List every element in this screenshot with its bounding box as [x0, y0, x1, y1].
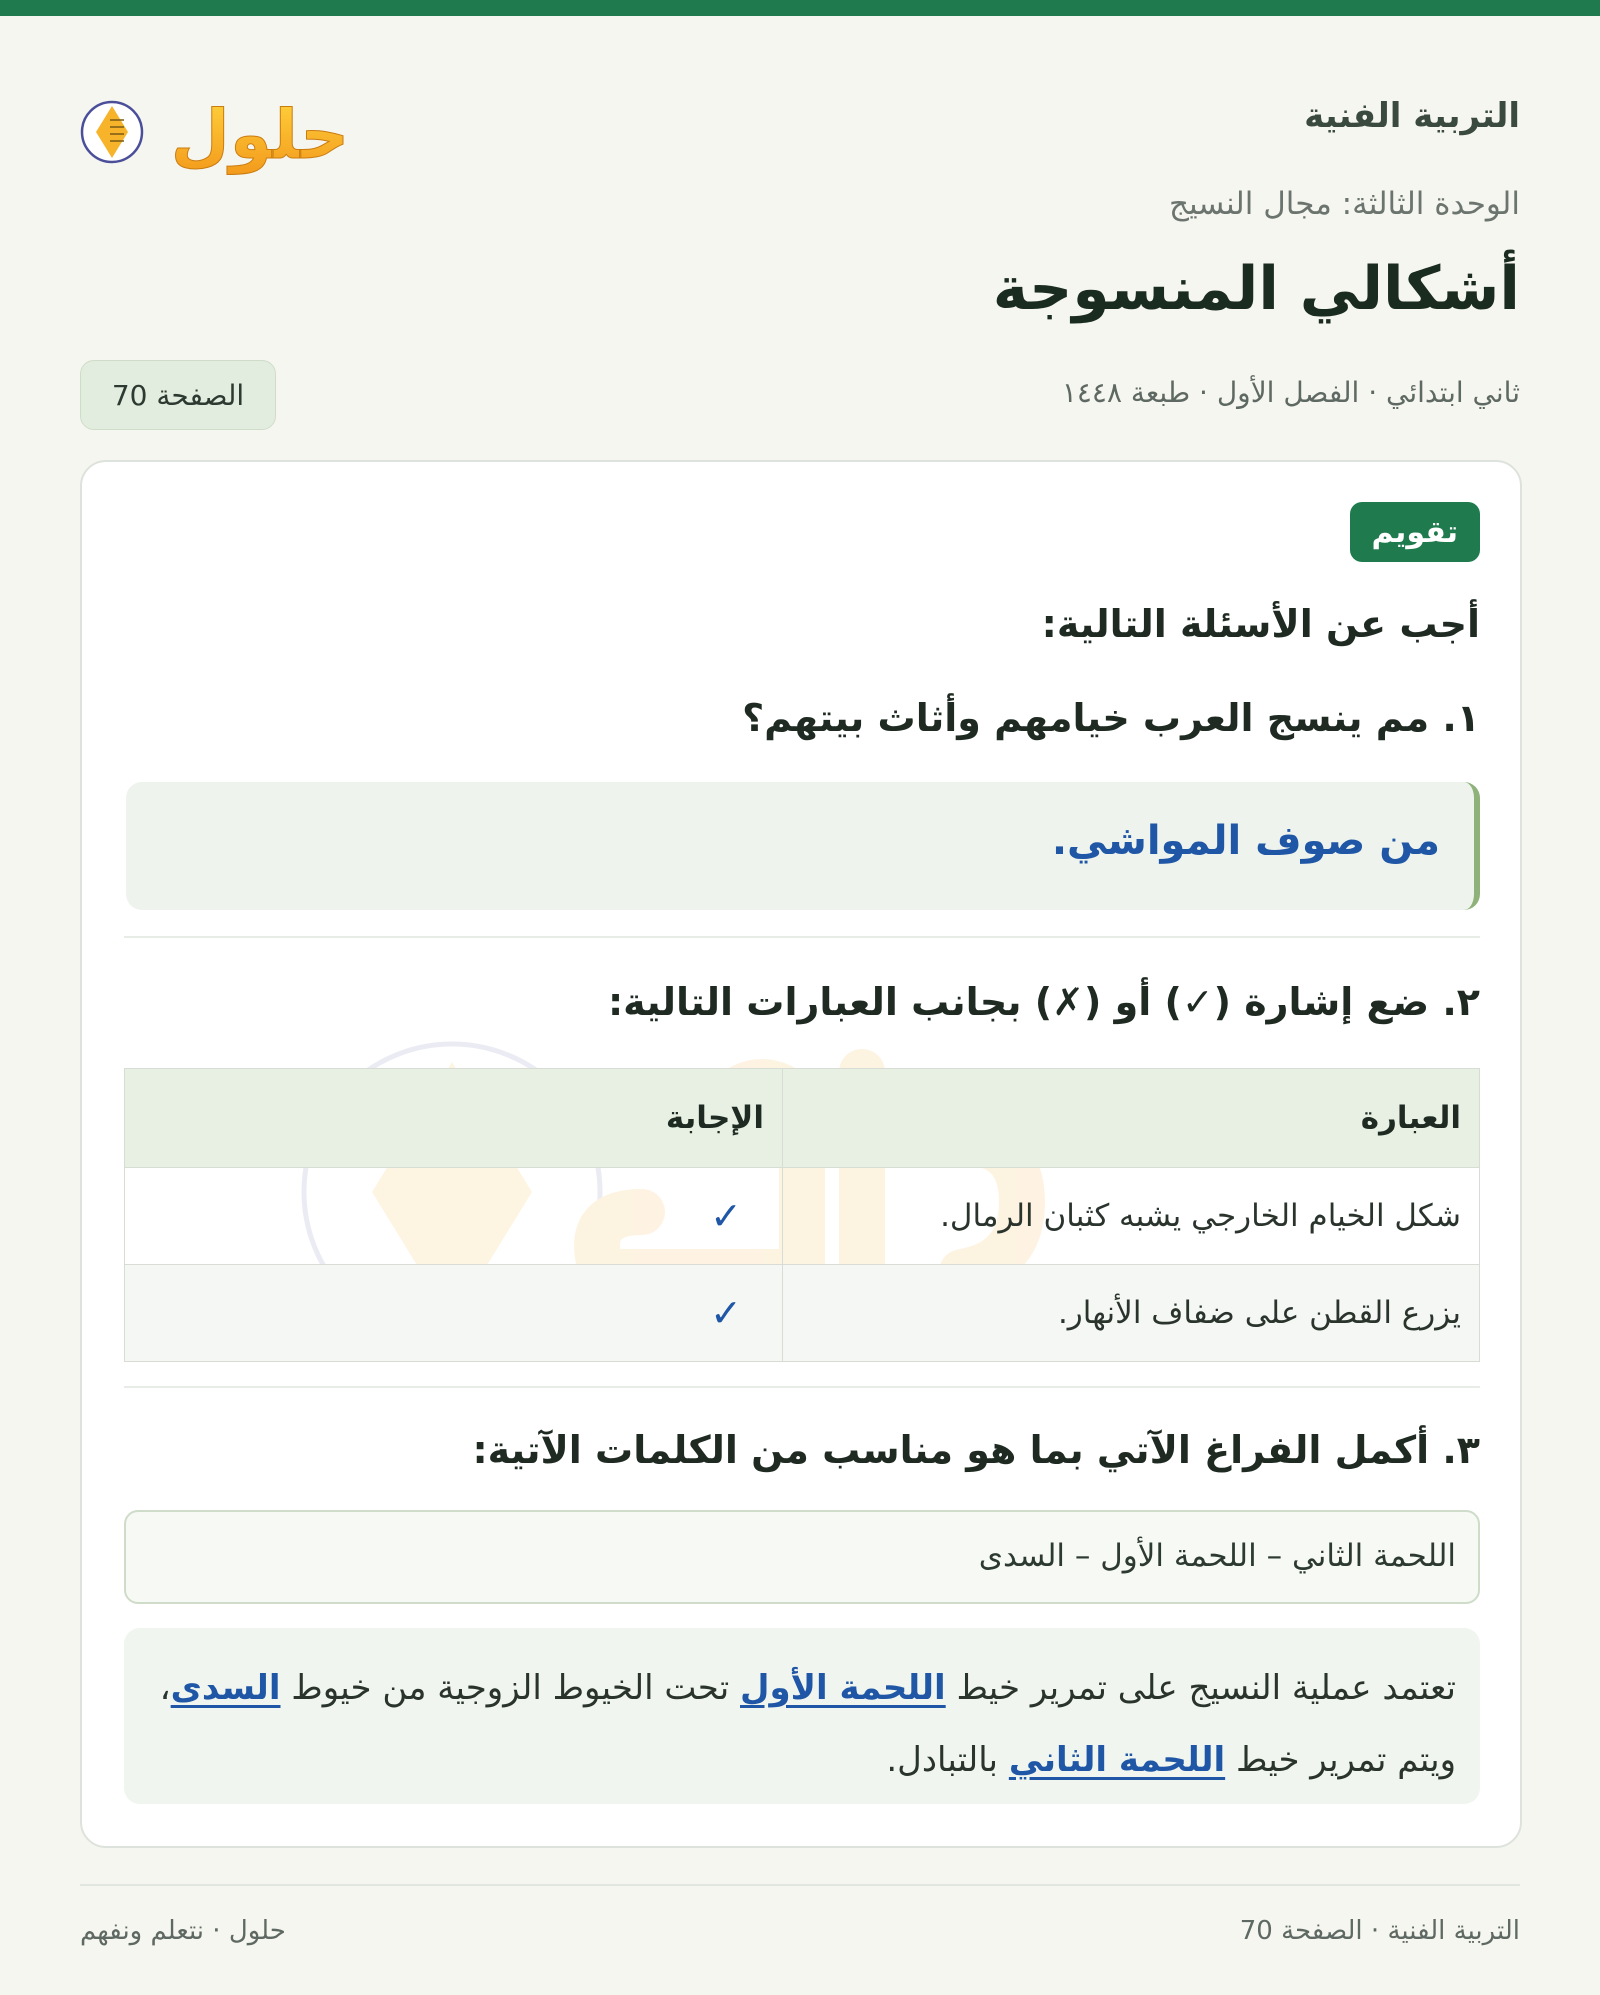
filled-blank: اللحمة الأول	[740, 1668, 946, 1708]
evaluation-card	[80, 460, 1522, 1848]
fill-text: بالتبادل.	[886, 1740, 1009, 1780]
page-number-badge: الصفحة 70	[80, 360, 276, 430]
check-mark-icon: ✓	[125, 1168, 783, 1265]
column-header-statement: العبارة	[783, 1069, 1480, 1168]
filled-blank: السدى	[170, 1668, 281, 1708]
statement-cell: شكل الخيام الخارجي يشبه كثبان الرمال.	[783, 1168, 1480, 1265]
section-divider	[124, 1386, 1480, 1388]
word-bank-text: اللحمة الثاني – اللحمة الأول – السدى	[978, 1538, 1456, 1574]
table-row	[125, 1265, 1480, 1362]
lesson-title: أشكالي المنسوجة	[992, 254, 1520, 324]
fill-text: ، ويتم تمرير خيط	[159, 1668, 1456, 1780]
question-2: ٢. ضع إشارة (✓) أو (✗) بجانب العبارات التالية:	[607, 980, 1480, 1024]
footer-brand: حلول · نتعلم ونفهم	[80, 1916, 286, 1946]
instruction-heading: أجب عن الأسئلة التالية:	[1041, 602, 1480, 646]
fill-text: تحت الخيوط الزوجية من خيوط	[280, 1668, 741, 1708]
svg-text:حلول: حلول	[170, 96, 350, 175]
unit-label: الوحدة الثالثة: مجال النسيج	[1168, 186, 1520, 222]
answer-1-text: من صوف المواشي.	[1051, 818, 1440, 864]
subject-title: التربية الفنية	[1304, 96, 1520, 136]
question-1: ١. مم ينسج العرب خيامهم وأثاث بيتهم؟	[742, 696, 1480, 740]
question-3: ٣. أكمل الفراغ الآتي بما هو مناسب من الكلمات الآتية:	[472, 1428, 1480, 1472]
table-header-row	[125, 1069, 1480, 1168]
top-accent-bar	[0, 0, 1600, 16]
footer-divider	[80, 1884, 1520, 1886]
section-divider	[124, 936, 1480, 938]
true-false-table	[124, 1068, 1480, 1362]
filled-blank: اللحمة الثاني	[1008, 1740, 1226, 1780]
fill-in-answer	[124, 1628, 1480, 1804]
footer-page-info: التربية الفنية · الصفحة 70	[1239, 1916, 1520, 1946]
check-mark-icon: ✓	[125, 1265, 783, 1362]
fill-text: تعتمد عملية النسيج على تمرير خيط	[945, 1668, 1456, 1708]
word-bank-box	[124, 1510, 1480, 1604]
hulul-logo	[80, 80, 350, 180]
column-header-answer: الإجابة	[125, 1069, 783, 1168]
statement-cell: يزرع القطن على ضفاف الأنهار.	[783, 1265, 1480, 1362]
evaluation-tag: تقويم	[1350, 502, 1480, 562]
page-header	[0, 16, 1600, 456]
answer-1-box	[126, 782, 1480, 910]
grade-meta: ثاني ابتدائي · الفصل الأول · طبعة ١٤٤٨	[1061, 376, 1520, 409]
table-row	[125, 1168, 1480, 1265]
